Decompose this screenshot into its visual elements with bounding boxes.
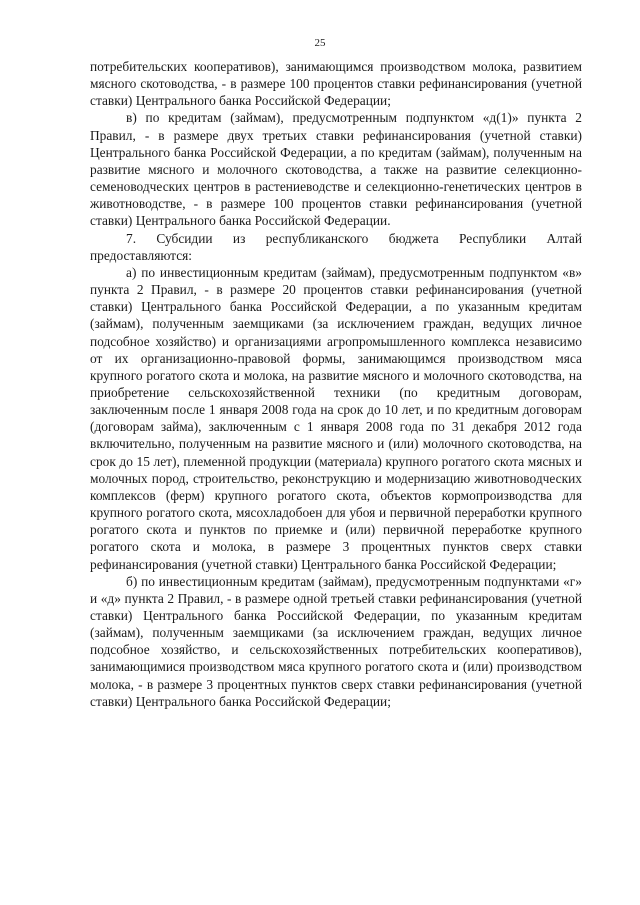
- paragraph-subitem-v: в) по кредитам (займам), предусмотренным подпунктом «д(1)» пункта 2 Правил, - в размере двух третьих ставки рефинансирования (учетной ставки) Центрального банка Российской Федерации, а по кредитам (займам), полученным на развитие мясного и молочного скотоводства, а также на развитие селекционно-семеноводческих центров в растениеводстве и селекционно-генетических центров в животноводстве, - в размере 100 процентов ставки рефинансирования (учетной ставки) Центрального банка Российской Федерации.: [90, 110, 582, 229]
- document-body: [90, 58, 582, 710]
- paragraph-continuation: потребительских кооперативов), занимающимся производством молока, развитием мясного скотоводства, - в размере 100 процентов ставки рефинансирования (учетной ставки) Центрального банка Российской Федерации;: [90, 59, 582, 109]
- paragraph-subitem-b: б) по инвестиционным кредитам (займам), предусмотренным подпунктами «г» и «д» пункта 2 Правил, - в размере одной третьей ставки рефинансирования (учетной ставки) Центрального банка Российской Федерации, по указанным кредитам (займам), полученным заемщиками (за исключением граждан, ведущих личное подсобное хозяйство, и сельскохозяйственных потребительских кооперативов), занимающимися производством мяса крупного рогатого скота и (или) производством молока, - в размере 3 процентных пунктов сверх ставки рефинансирования (учетной ставки) Центрального банка Российской Федерации;: [90, 573, 582, 709]
- page-number: 25: [314, 37, 326, 49]
- paragraph-subitem-a: а) по инвестиционным кредитам (займам), предусмотренным подпунктом «в» пункта 2 Правил, - в размере 20 процентов ставки рефинансирования (учетной ставки) Центрального банка Российской Федерации, а по указанным кредитам (займам), полученным заемщиками (за исключением граждан, ведущих личное подсобное хозяйство) и организациями агропромышленного комплекса независимо от их организационно-правовой формы, занимающимся производством мяса крупного рогатого скота и молока, на развитие мясного и молочного скотоводства, на приобретение сельскохозяйственной техники (по кредитным договорам, заключенным после 1 января 2008 года на срок до 10 лет, и по кредитным договорам (договорам займа), заключенным с 1 января 2008 года по 31 декабря 2012 года включительно, полученным на развитие мясного и (или) молочного скотоводства, на срок до 15 лет), племенной продукции (материала) крупного рогатого скота мясных и молочных пород, строительство, реконструкцию и модернизацию животноводческих комплексов (ферм) крупного рогатого скота, объектов кормопроизводства для крупного рогатого скота, мясохладобоен для убоя и первичной переработки крупного рогатого скота и пунктов по приемке и (или) первичной переработке крупного рогатого скота и молока, в размере 3 процентных пунктов сверх ставки рефинансирования (учетной ставки) Центрального банка Российской Федерации;: [90, 264, 582, 572]
- paragraph-item-7: 7. Субсидии из республиканского бюджета Республики Алтай предоставляются:: [90, 230, 582, 263]
